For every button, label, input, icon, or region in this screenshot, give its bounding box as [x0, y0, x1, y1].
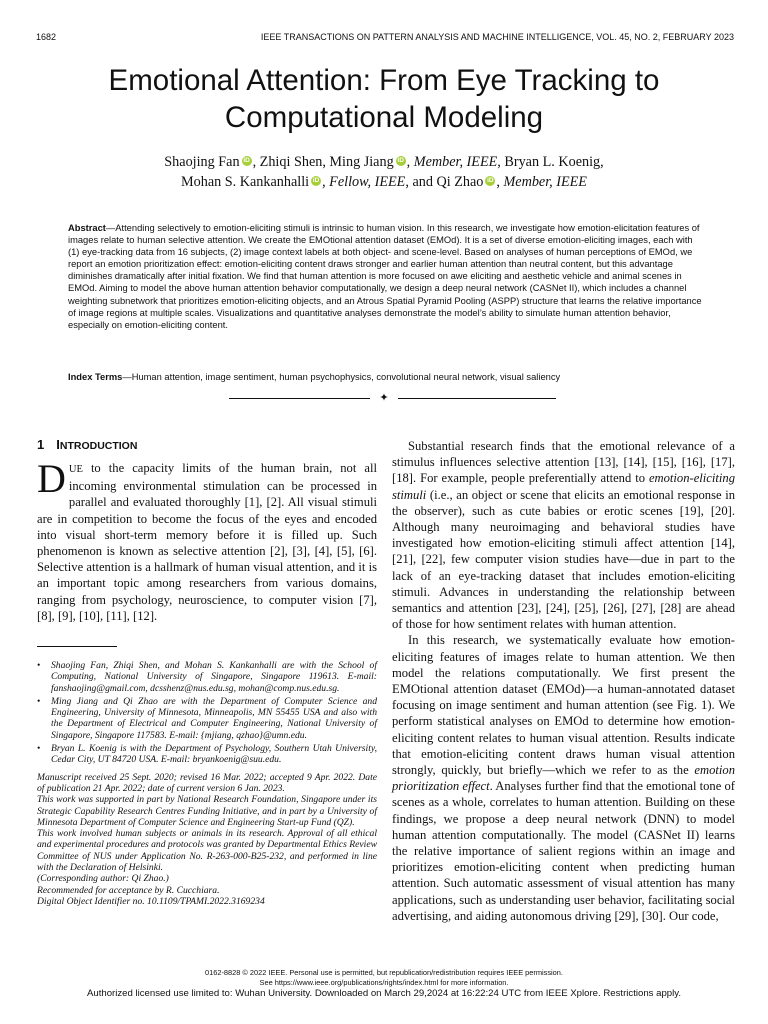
emphasis: emotion-eliciting stimuli [392, 471, 735, 502]
abstract [68, 222, 702, 331]
author-name: Shaojing Fan [164, 154, 240, 170]
section-number: 1 [37, 437, 45, 452]
author-separator: , [322, 174, 330, 190]
section-heading [37, 437, 137, 452]
manuscript-dates: Manuscript received 25 Sept. 2020; revised 16 Mar. 2022; accepted 9 Apr. 2022. Date of publication 21 Apr. 2022; date of current version 6 Jan. 2023. [37, 771, 377, 794]
affiliation-list [37, 660, 377, 766]
intro-paragraph [37, 456, 377, 624]
authorized-use-notice: Authorized licensed use limited to: Wuhan University. Downloaded on March 29,2024 at 16:22:24 UTC from IEEE Xplore. Restrictions apply. [86, 988, 682, 999]
orcid-icon[interactable]: iD [312, 177, 320, 184]
member-ieee: Member, IEEE [503, 174, 587, 190]
author-separator: , Bryan L. Koenig, [497, 154, 604, 170]
running-head: IEEE TRANSACTIONS ON PATTERN ANALYSIS AND MACHINE INTELLIGENCE, VOL. 45, NO. 2, FEBRUARY 2023 [260, 32, 734, 42]
copyright-line: 0162-8828 © 2022 IEEE. Personal use is permitted, but republication/redistribution requires IEEE permission. [205, 968, 563, 977]
recommended-by: Recommended for acceptance by R. Cucchiara. [37, 884, 220, 896]
divider-rule-right [398, 398, 556, 399]
diamond-icon: ✦ [379, 391, 389, 404]
emphasis: emotion prioritization effect [392, 763, 735, 794]
author-name: Mohan S. Kankanhalli [181, 174, 310, 190]
paragraph-text: . Analyses further find that the emotional tone of scenes as a whole, correlates to human attention. Building on these findings, we propose a deep neural network (DNN) to model human attention computationally. The model (CASNet II) learns the relative importance of salient regions within an image and prioritizes emotion-eliciting content when predicting human attention. Such automatic assessment of visual attention has many applications, such as understanding user behavior, facilitating social advertising, and aiding autonomous driving [29], [30]. Our code, [392, 779, 735, 923]
orcid-icon[interactable]: iD [487, 177, 494, 184]
member-ieee: Member, IEEE [413, 154, 498, 170]
abstract-text: —Attending selectively to emotion-eliciting stimuli is intrinsic to human vision. In this research, we investigate how emotion-elicitation features of images relate to human selective attention. We create the EMOtional attention dataset (EMOd). It is a set of diverse emotion-eliciting images, each with (1) eye-tracking data from 16 subjects, (2) image context labels at both object- and scene-level. Based on analyses of human perceptions of EMOd, we report an emotion prioritization effect: emotion-eliciting content draws stronger and earlier human attention than neutral content, but this advantage diminishes dramatically after initial fixation. We find that human attention is more focused on awe eliciting and aesthetic vehicle and animal scenes in EMOd. Aiming to model the above human attention behavior computationally, we design a deep neural network (CASNet II), which includes a channel weighting subnetwork that prioritizes emotion-eliciting objects, and an Atrous Spatial Pyramid Pooling (ASPP) structure that learns the relative importance of image regions at multiple scales. Visualizations and quantitative analyses demonstrate the model’s ability to simulate human attention behavior, especially on emotion-eliciting content. [68, 223, 702, 330]
paragraph-text: In this research, we systematically evaluate how emotion-eliciting features of images relate to human attention. We then model the relations computationally. We first present the EMOtional attention dataset (EMOd)—a human-annotated dataset focusing on image sentiment and human attention (see Fig. 1). We perform statistical analyses on EMOd to determine how emotion-eliciting content relates to human visual attention. Results indicate that emotion-eliciting content draws human visual attention strongly, quickly, but briefly—which we refer to as the [392, 633, 735, 778]
index-terms [68, 372, 702, 382]
fellow-ieee: Fellow, IEEE [329, 174, 406, 190]
copyright-notice [40, 968, 728, 987]
orcid-icon[interactable]: iD [397, 157, 404, 164]
divider-rule-left [229, 398, 370, 399]
drop-cap: D [37, 456, 66, 501]
author-separator: , [496, 174, 504, 190]
author-list [40, 152, 728, 192]
orcid-icon[interactable]: iD [243, 157, 250, 164]
affiliation-item: • Ming Jiang and Qi Zhao are with the Department of Computer Science and Engineering, University of Minnesota, Minneapolis, MN 55455 USA and also with the Department of Electrical and Computer Engineering, National University of Singapore, Singapore 117583. E-mail: {mjiang, qzhao}@umn.edu. [37, 696, 377, 741]
affiliation-item: • Shaojing Fan, Zhiqi Shen, and Mohan S. Kankanhalli are with the School of Computing, National University of Singapore, Singapore 119613. E-mail: fanshaojing@gmail.com, dcsshenz@nus.edu.sg, mohan@comp.nus.edu.sg. [37, 660, 377, 694]
paragraph-text: (i.e., an object or scene that elicits an emotional response in the observer), such as cute babies or erotic scenes [19], [20]. Although many neuroimaging and behavioral studies have investigated how emotion-eliciting stimuli affect attention [14], [21], [22], few computer vision studies have—due in part to the lack of an eye-tracking dataset that includes emotion-eliciting stimuli. Advances in understanding the relationship between semantics and attention [23], [24], [25], [26], [27], [28] are ahead of those for how sentiment relates with human attention. [392, 487, 735, 632]
paper-title [40, 62, 728, 136]
paragraph [392, 632, 735, 924]
footnotes [37, 660, 377, 907]
author-separator: , Zhiqi Shen, Ming Jiang [252, 154, 394, 170]
page-number: 1682 [36, 32, 57, 42]
abstract-label: Abstract [68, 223, 106, 233]
ethics-note: This work involved human subjects or animals in its research. Approval of all ethical and experimental procedures and protocols was granted by Departmental Ethics Review Committee of NUS under Application No. R-263-000-B25-232, and performed in line with the Declaration of Helsinki. [37, 828, 377, 874]
funding-note: This work was supported in part by National Research Foundation, Singapore under its Strategic Capability Research Centres Funding Initiative, and in part by a University of Minnesota Department of Computer Science and Engineering Start-up Fund (QZ). [37, 794, 377, 828]
author-separator: , [406, 154, 414, 170]
corresponding-author: (Corresponding author: Qi Zhao.) [37, 873, 169, 885]
doi: Digital Object Identifier no. 10.1109/TPAMI.2022.3169234 [37, 895, 265, 907]
affiliation-item: • Bryan L. Koenig is with the Department of Psychology, Southern Utah University, Cedar City, UT 84720 USA. E-mail: bryankoenig@suu.edu. [37, 743, 377, 766]
index-terms-label: Index Terms [68, 372, 123, 382]
rights-link[interactable]: See https://www.ieee.org/publications/rights/index.html for more information. [259, 977, 509, 987]
drop-cap-rest: UE [68, 464, 83, 475]
paragraph [392, 438, 735, 632]
title-line-2: Computational Modeling [224, 101, 544, 134]
paragraph-text: Substantial research finds that the emotional relevance of a stimulus influences selective attention [13], [14], [15], [16], [17], [18]. For example, people preferentially attend to [392, 439, 735, 486]
section-title-initial: I [56, 437, 60, 452]
section-title-rest: NTRODUCTION [59, 440, 138, 452]
index-terms-text: —Human attention, image sentiment, human psychophysics, convolutional neural network, visual saliency [122, 372, 561, 382]
author-separator: , and Qi Zhao [405, 174, 484, 190]
right-column [392, 438, 735, 924]
title-line-1: Emotional Attention: From Eye Tracking to [108, 64, 660, 97]
footnote-rule [37, 646, 117, 647]
intro-text: to the capacity limits of the human brain, not all incoming environmental stimulation can be processed in parallel and evaluated thoroughly [1], [2]. All visual stimuli are in competition to become the focus of the eyes and encoded into visual short-term memory before it is filled up. Such phenomenon is known as selective attention [2], [3], [4], [5], [6]. Selective attention is a hallmark of human visual attention, and it is an important topic among researchers from various domains, ranging from psychology, neuroscience, to computer vision [7], [8], [9], [10], [11], [12]. [37, 461, 377, 623]
